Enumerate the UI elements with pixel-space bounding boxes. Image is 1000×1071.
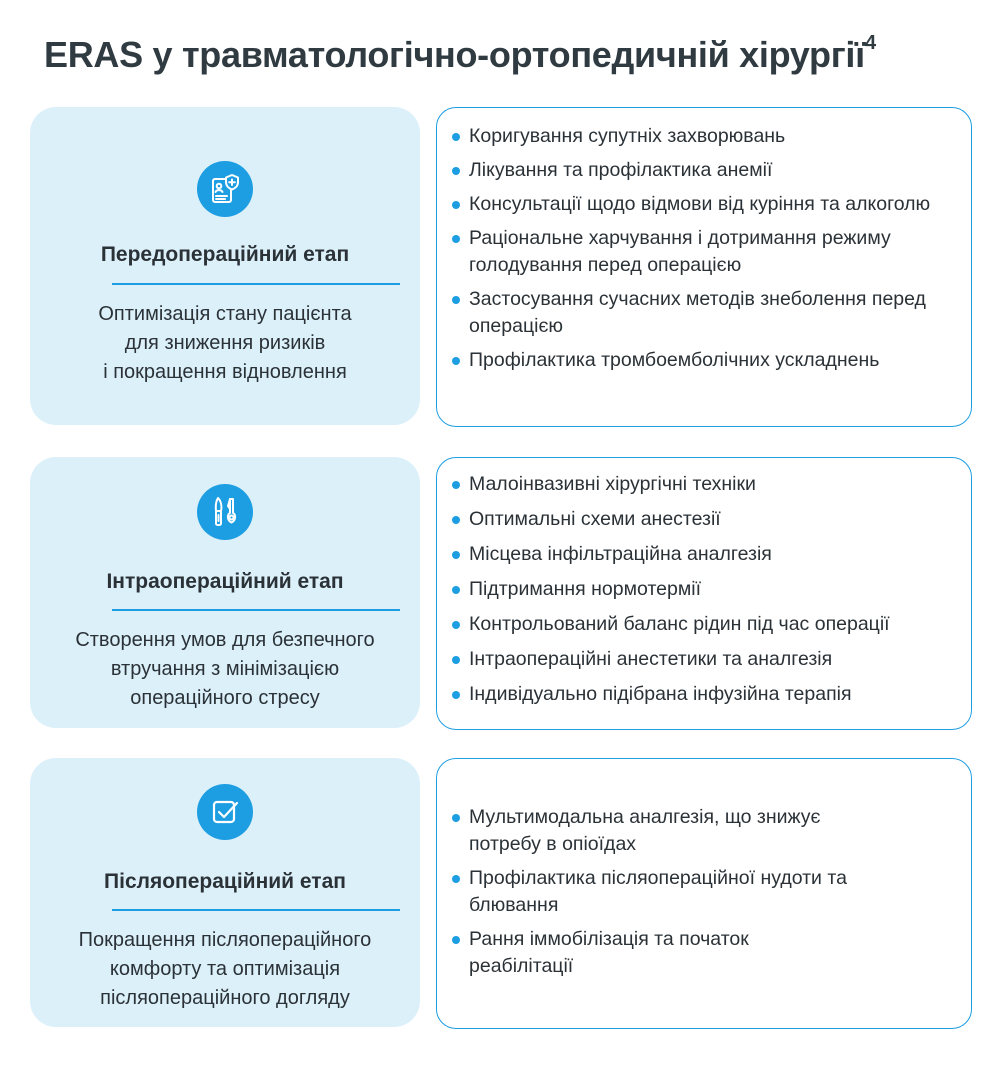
stage-divider bbox=[112, 283, 400, 285]
list-item: Коригування супутніх захворювань bbox=[451, 123, 963, 150]
footnote-ref: 4 bbox=[864, 32, 876, 54]
stage-description: Створення умов для безпечного втручання з мінімізацією операційного стресу bbox=[75, 629, 375, 709]
list-item: Мультимодальна аналгезія, що знижує потребу в опіоїдах bbox=[451, 804, 891, 858]
stage-description: Покращення післяопераційного комфорту та оптимізація післяопераційного догляду bbox=[78, 929, 372, 1009]
list-item: Інтраопераційні анестетики та аналгезія bbox=[451, 646, 963, 673]
list-item: Лікування та профілактика анемії bbox=[451, 157, 963, 184]
stage-title: Післяопераційний етап bbox=[104, 870, 346, 893]
list-item: Малоінвазивні хірургічні техніки bbox=[451, 471, 963, 498]
stage-panel-postoperative bbox=[30, 758, 420, 1027]
stage-measures-postoperative bbox=[436, 758, 972, 1029]
stage-description: Оптимізація стану пацієнта для зниження ризиків і покращення відновлення bbox=[98, 303, 352, 383]
list-item: Контрольований баланс рідин під час операції bbox=[451, 611, 963, 638]
list-item: Індивідуально підібрана інфузійна терапія bbox=[451, 681, 963, 708]
list-item: Профілактика післяопераційної нудоти та блювання bbox=[451, 865, 891, 919]
list-item: Консультації щодо відмови від куріння та алкоголю bbox=[451, 191, 963, 218]
stage-measures-intraoperative bbox=[436, 457, 972, 730]
stage-divider bbox=[112, 609, 400, 611]
list-item: Підтримання нормотермії bbox=[451, 576, 963, 603]
list-item: Рання іммобілізація та початок реабілітації bbox=[451, 926, 891, 980]
list-item: Місцева інфільтраційна аналгезія bbox=[451, 541, 963, 568]
medical-record-shield-icon bbox=[197, 161, 253, 217]
checklist-icon bbox=[197, 784, 253, 840]
stage-title: Передопераційний етап bbox=[100, 243, 350, 266]
list-item: Застосування сучасних методів знеболення перед операцією bbox=[451, 286, 963, 340]
list-item: Раціональне харчування і дотримання режиму голодування перед операцією bbox=[451, 225, 963, 279]
stage-measures-preoperative bbox=[436, 107, 972, 427]
list-item: Оптимальні схеми анестезії bbox=[451, 506, 963, 533]
scalpel-icon bbox=[197, 484, 253, 540]
list-item: Профілактика тромбоемболічних ускладнень bbox=[451, 347, 963, 374]
stage-title: Інтраопераційний етап bbox=[106, 570, 344, 593]
stage-panel-intraoperative bbox=[30, 457, 420, 728]
stage-divider bbox=[112, 909, 400, 911]
page-title: ERAS у травматологічно-ортопедичній хірургії$^4$ bbox=[44, 32, 876, 75]
stage-panel-preoperative bbox=[30, 107, 420, 425]
